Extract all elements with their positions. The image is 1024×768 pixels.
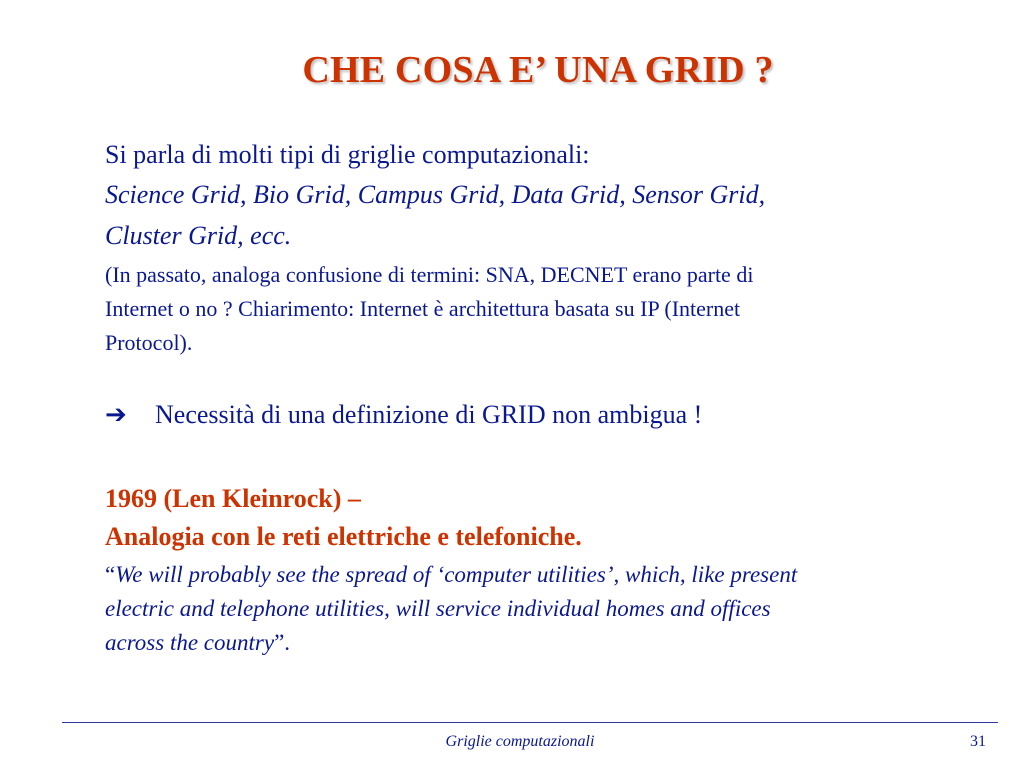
footer-title: Griglie computazionali	[445, 733, 595, 750]
note-line-2: Internet o no ? Chiarimento: Internet è architettura basata su IP (Internet	[105, 296, 741, 321]
arrow-right-icon: ➔	[105, 400, 127, 429]
quote-line-3	[105, 626, 1005, 660]
intro-text: Si parla di molti tipi di griglie computazionali:	[105, 140, 590, 169]
note-line-3: Protocol).	[105, 330, 193, 355]
quote-line-2: electric and telephone utilities, will service individual homes and offices	[105, 596, 771, 621]
page-number: 31	[970, 733, 986, 750]
section-heading-line-1: 1969 (Len Kleinrock) –	[105, 484, 361, 513]
quote-open-mark: “	[105, 562, 116, 587]
conclusion-line	[105, 396, 1005, 434]
conclusion-text: Necessità di una definizione di GRID non ambigua !	[155, 400, 703, 429]
note-line-1: (In passato, analoga confusione di termini: SNA, DECNET erano parte di	[105, 262, 754, 287]
grid-types-line-1: Science Grid, Bio Grid, Campus Grid, Data Grid, Sensor Grid,	[105, 180, 766, 209]
slide-title: CHE COSA E’ UNA GRID ?	[302, 49, 774, 91]
section-heading-line-2: Analogia con le reti elettriche e telefoniche.	[105, 522, 582, 551]
quote-close-mark: ”.	[274, 630, 291, 655]
quote-line-1	[105, 558, 1005, 592]
quote-text-3: across the country	[105, 630, 275, 655]
footer-divider	[62, 722, 998, 723]
note-paragraph	[105, 258, 1005, 360]
slide-body	[105, 136, 1005, 660]
quote-text-1: We will probably see the spread of ‘computer utilities’, which, like present	[115, 562, 798, 587]
kleinrock-quote	[105, 558, 1005, 660]
grid-types-line-2: Cluster Grid, ecc.	[105, 221, 292, 250]
